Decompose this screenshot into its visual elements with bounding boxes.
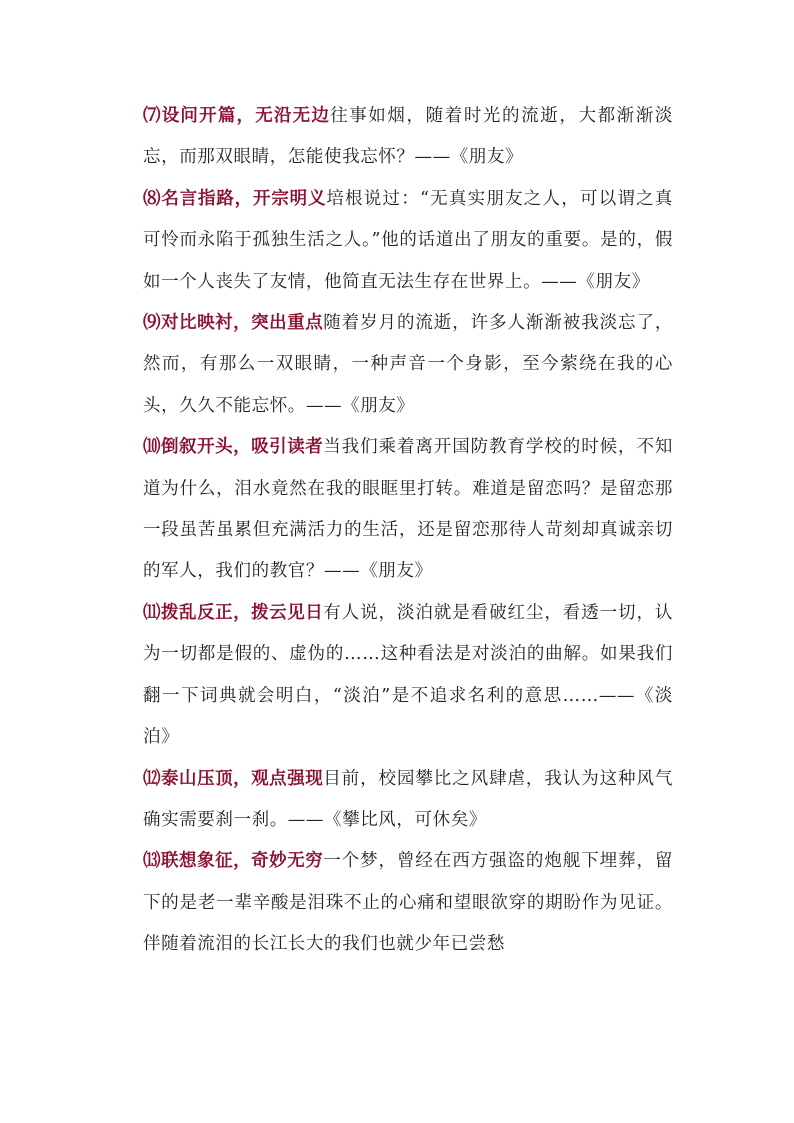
- paragraph-heading-text: 名言指路，开宗明义: [161, 188, 327, 209]
- document-body: [143, 96, 673, 966]
- paragraph-marker: ⑺: [143, 106, 162, 126]
- paragraph-9: [143, 303, 673, 427]
- paragraph-heading: [143, 189, 326, 209]
- paragraph-12: [143, 759, 673, 842]
- paragraph-heading: [143, 437, 323, 457]
- paragraph-11: [143, 593, 673, 759]
- paragraph-heading: [143, 313, 323, 333]
- paragraph-body: 当我们乘着离开国防教育学校的时候，不知道为什么，泪水竟然在我的眼眶里打转。难道是留恋吗？是留恋那一段虽苦虽累但充满活力的生活，还是留恋那待人苛刻却真诚亲切的军人，我们的教官？——《朋友》: [143, 437, 673, 582]
- paragraph-marker: ⑼: [143, 313, 162, 334]
- paragraph-body: 一个梦，曾经在西方强盗的炮舰下埋葬，留下的是老一辈辛酸是泪珠不止的心痛和望眼欲穿的期盼作为见证。伴随着流泪的长江长大的我们也就少年已尝愁: [143, 851, 673, 955]
- paragraph-body: 随着岁月的流逝，许多人渐渐被我淡忘了，然而，有那么一双眼睛，一种声音一个身影，至今萦绕在我的心头，久久不能忘怀。——《朋友》: [143, 313, 673, 416]
- paragraph-body: 有人说，淡泊就是看破红尘，看透一切，认为一切都是假的、虚伪的……这种看法是对淡泊的曲解。如果我们翻一下词典就会明白，“淡泊”是不追求名利的意思……——《淡泊》: [143, 602, 673, 748]
- paragraph-marker: ⑻: [143, 188, 162, 209]
- paragraph-body: 往事如烟，随着时光的流逝，大都渐渐淡忘，而那双眼睛，怎能使我忘怀？——《朋友》: [143, 106, 673, 168]
- paragraph-heading: [143, 106, 330, 126]
- paragraph-heading-text: 拨乱反正，拨云见日: [161, 602, 324, 623]
- paragraph-body: 培根说过：“无真实朋友之人，可以谓之真可怜而永陷于孤独生活之人。”他的话道出了朋友的重要。是的，假如一个人丧失了友情，他简直无法生存在世界上。——《朋友》: [143, 188, 673, 292]
- paragraph-heading-text: 对比映衬，突出重点: [161, 313, 324, 334]
- paragraph-marker: ⑾: [143, 602, 162, 623]
- paragraph-heading: [143, 603, 323, 623]
- paragraph-marker: ⒀: [143, 851, 162, 872]
- paragraph-10: [143, 427, 673, 593]
- paragraph-heading-text: 联想象征，奇妙无穷: [161, 851, 324, 872]
- paragraph-marker: ⑿: [143, 768, 162, 789]
- paragraph-heading-text: 泰山压顶，观点强现: [161, 768, 324, 789]
- paragraph-13: [143, 841, 673, 965]
- paragraph-heading-text: 倒叙开头，吸引读者: [161, 437, 324, 458]
- paragraph-heading-text: 设问开篇，无沿无边: [161, 106, 331, 126]
- paragraph-body: 目前，校园攀比之风肆虐，我认为这种风气确实需要刹一刹。——《攀比风，可休矣》: [143, 768, 673, 830]
- paragraph-8: [143, 179, 673, 303]
- paragraph-7: [143, 96, 673, 179]
- paragraph-marker: ⑽: [143, 437, 162, 458]
- paragraph-heading: [143, 769, 323, 789]
- paragraph-heading: [143, 851, 323, 871]
